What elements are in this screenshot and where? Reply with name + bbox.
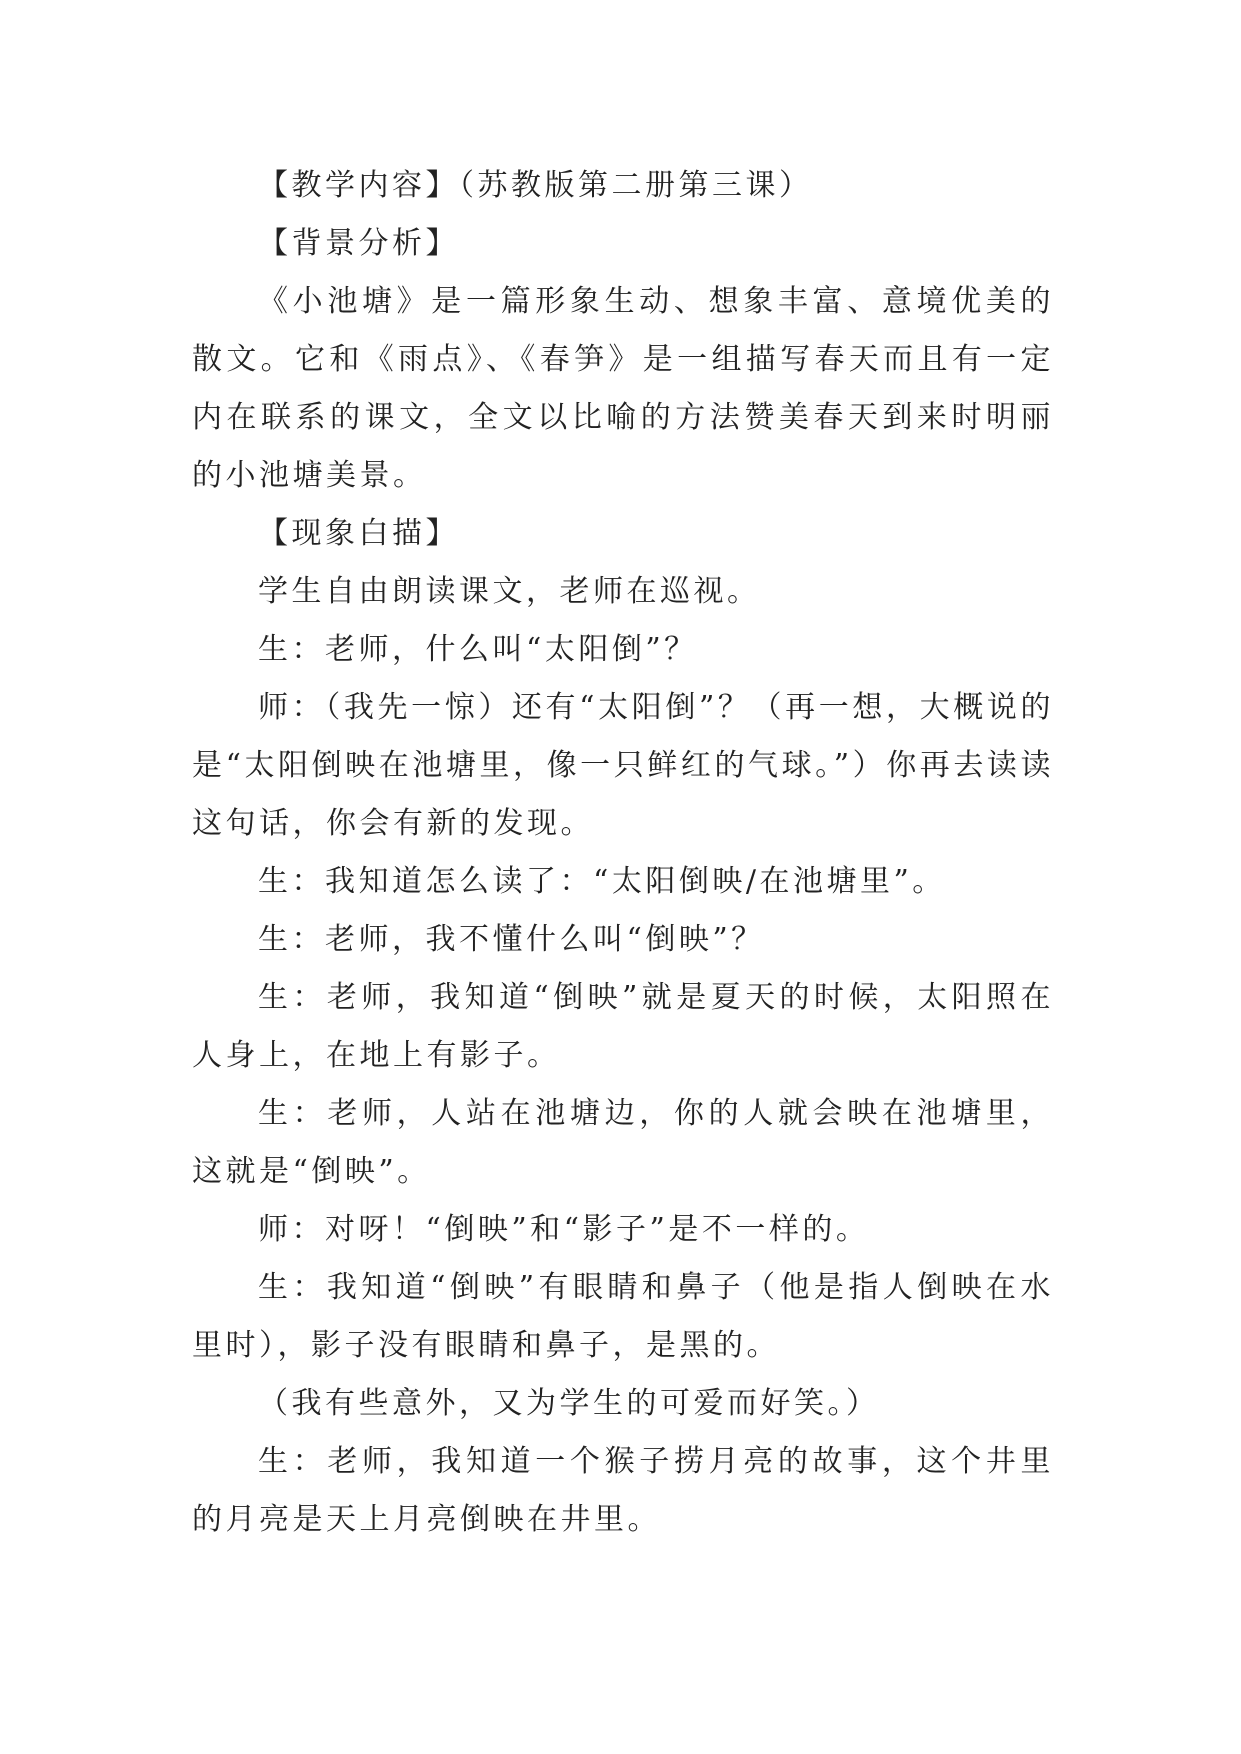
paragraph-dialogue: 学生自由朗读课文，老师在巡视。 <box>258 574 761 609</box>
heading-background-analysis: 【背景分析】 <box>258 226 459 261</box>
paragraph-dialogue: 生：老师，我不懂什么叫“倒映”？ <box>258 922 765 957</box>
paragraph-dialogue: 师：（我先一惊）还有“太阳倒”？（再一想，大概说的是“太阳倒映在池塘里，像一只鲜红的气球。”）你再去读读这句话，你会有新的发现。 <box>192 690 1054 841</box>
paragraph-dialogue: 生：老师，人站在池塘边，你的人就会映在池塘里，这就是“倒映”。 <box>192 1096 1054 1189</box>
heading-phenomenon-description: 【现象白描】 <box>258 516 459 551</box>
paragraph-dialogue: 生：老师，我知道一个猴子捞月亮的故事，这个井里的月亮是天上月亮倒映在井里。 <box>192 1444 1054 1537</box>
paragraph-dialogue: 生：老师，我知道“倒映”就是夏天的时候，太阳照在人身上，在地上有影子。 <box>192 980 1054 1073</box>
paragraph-dialogue: 生：我知道怎么读了：“太阳倒映/在池塘里”。 <box>258 864 946 899</box>
paragraph-dialogue: 师：对呀！“倒映”和“影子”是不一样的。 <box>258 1212 870 1247</box>
heading-teaching-content: 【教学内容】（苏教版第二册第三课） <box>258 168 813 203</box>
document-body <box>192 157 1054 1549</box>
paragraph-aside: （我有些意外，又为学生的可爱而好笑。） <box>258 1386 880 1421</box>
paragraph-dialogue: 生：老师，什么叫“太阳倒”？ <box>258 632 698 667</box>
paragraph-background: 《小池塘》是一篇形象生动、想象丰富、意境优美的散文。它和《雨点》、《春笋》是一组描写春天而且有一定内在联系的课文，全文以比喻的方法赞美春天到来时明丽的小池塘美景。 <box>192 284 1054 493</box>
paragraph-dialogue: 生：我知道“倒映”有眼睛和鼻子（他是指人倒映在水里时），影子没有眼睛和鼻子，是黑的。 <box>192 1270 1054 1363</box>
